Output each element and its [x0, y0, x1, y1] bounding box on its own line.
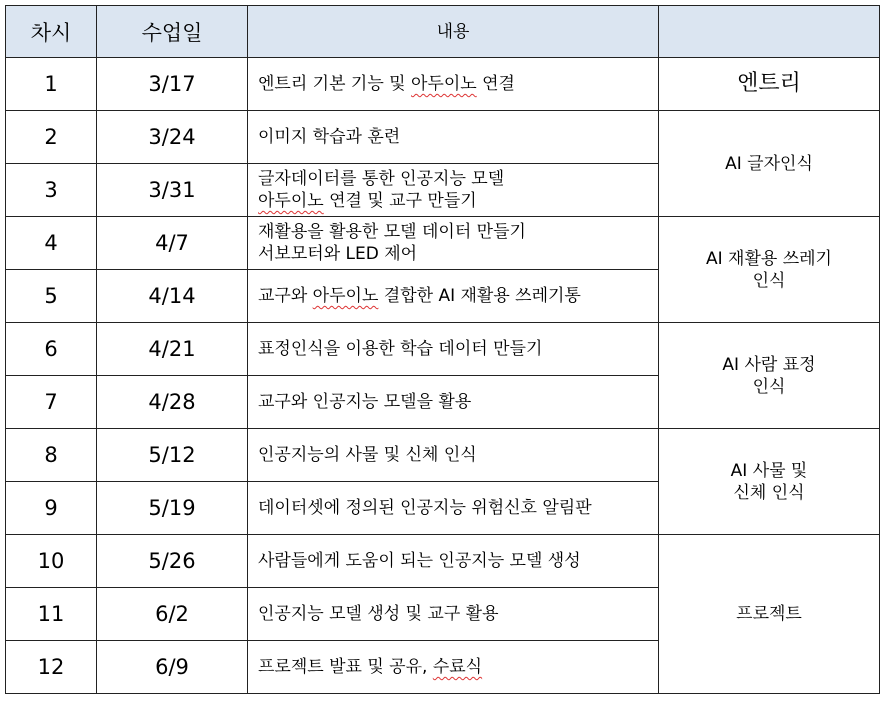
curriculum-table: [5, 5, 880, 694]
spellcheck-word: 아두이노: [312, 286, 379, 306]
header-content: 내용: [248, 6, 659, 58]
content-line: [258, 243, 658, 265]
unit-topic: [659, 323, 880, 429]
content-line: [258, 285, 658, 307]
session-number: 8: [6, 429, 97, 482]
table-row: [6, 535, 880, 588]
topic-line: AI 사물 및: [730, 460, 808, 481]
unit-topic: [659, 535, 880, 694]
spellcheck-word: 아두이노: [258, 191, 324, 211]
topic-line: AI 재활용 쓰레기: [706, 248, 832, 269]
content-text: 연결: [476, 74, 515, 94]
topic-line: 프로젝트: [736, 604, 802, 624]
class-date: 3/17: [97, 58, 248, 111]
content-line: [258, 190, 658, 212]
content-text: 프로젝트 발표 및 공유,: [258, 657, 433, 677]
content-line: [258, 444, 658, 466]
class-date: 3/31: [97, 164, 248, 217]
header-session: 차시: [6, 6, 97, 58]
unit-topic: [659, 217, 880, 323]
content-text: 교구와 인공지능 모델을 활용: [258, 392, 472, 412]
unit-topic: [659, 58, 880, 111]
content-text: 글자데이터를 통한 인공지능 모델: [258, 169, 505, 189]
content-text: 인공지능 모델 생성 및 교구 활용: [258, 604, 499, 624]
class-date: 4/28: [97, 376, 248, 429]
class-content: [248, 217, 659, 270]
table-row: [6, 58, 880, 111]
class-content: [248, 588, 659, 641]
content-line: [258, 168, 658, 190]
topic-line: 엔트리: [737, 71, 801, 96]
content-line: [258, 550, 658, 572]
topic-line: 신체 인식: [733, 482, 805, 503]
table-row: [6, 111, 880, 164]
class-content: [248, 164, 659, 217]
content-line: [258, 73, 658, 95]
content-text: 사람들에게 도움이 되는 인공지능 모델 생성: [258, 551, 581, 571]
header-date: 수업일: [97, 6, 248, 58]
topic-line: 인식: [752, 270, 786, 291]
content-line: [258, 221, 658, 243]
content-line: [258, 126, 658, 148]
class-date: 6/9: [97, 641, 248, 694]
topic-line: AI 글자인식: [725, 153, 813, 174]
session-number: 10: [6, 535, 97, 588]
content-text: 서보모터와 LED 제어: [258, 244, 418, 264]
content-text: 인공지능의 사물 및 신체 인식: [258, 445, 477, 465]
session-number: 6: [6, 323, 97, 376]
session-number: 7: [6, 376, 97, 429]
table-row: [6, 323, 880, 376]
class-date: 3/24: [97, 111, 248, 164]
class-content: [248, 323, 659, 376]
header-row: [6, 6, 880, 58]
topic-line: AI 사람 표정: [722, 354, 816, 375]
session-number: 4: [6, 217, 97, 270]
unit-topic: [659, 429, 880, 535]
class-content: [248, 376, 659, 429]
session-number: 5: [6, 270, 97, 323]
table-body: [6, 58, 880, 694]
class-date: 5/26: [97, 535, 248, 588]
session-number: 9: [6, 482, 97, 535]
class-date: 4/7: [97, 217, 248, 270]
class-content: [248, 641, 659, 694]
class-date: 4/14: [97, 270, 248, 323]
class-content: [248, 58, 659, 111]
content-line: [258, 391, 658, 413]
content-text: 교구와: [258, 286, 313, 306]
session-number: 2: [6, 111, 97, 164]
table-row: [6, 217, 880, 270]
class-content: [248, 111, 659, 164]
class-content: [248, 429, 659, 482]
class-date: 5/12: [97, 429, 248, 482]
content-line: [258, 338, 658, 360]
class-date: 5/19: [97, 482, 248, 535]
header-topic: [659, 6, 880, 58]
class-content: [248, 270, 659, 323]
content-text: 엔트리 기본 기능 및: [258, 74, 411, 94]
session-number: 3: [6, 164, 97, 217]
topic-line: 인식: [752, 376, 786, 397]
unit-topic: [659, 111, 880, 217]
content-line: [258, 603, 658, 625]
class-date: 6/2: [97, 588, 248, 641]
session-number: 11: [6, 588, 97, 641]
content-text: 이미지 학습과 훈련: [258, 127, 401, 147]
session-number: 12: [6, 641, 97, 694]
spellcheck-word: 아두이노: [411, 74, 477, 94]
content-text: 연결 및 교구 만들기: [323, 191, 477, 211]
class-content: [248, 482, 659, 535]
class-content: [248, 535, 659, 588]
session-number: 1: [6, 58, 97, 111]
content-line: [258, 656, 658, 678]
spellcheck-word: 수료식: [432, 657, 483, 677]
table-row: [6, 429, 880, 482]
content-text: 결합한 AI 재활용 쓰레기통: [378, 286, 581, 306]
content-text: 표정인식을 이용한 학습 데이터 만들기: [258, 339, 543, 359]
content-text: 재활용을 활용한 모델 데이터 만들기: [258, 222, 526, 242]
content-text: 데이터셋에 정의된 인공지능 위험신호 알림판: [258, 498, 592, 518]
class-date: 4/21: [97, 323, 248, 376]
content-line: [258, 497, 658, 519]
